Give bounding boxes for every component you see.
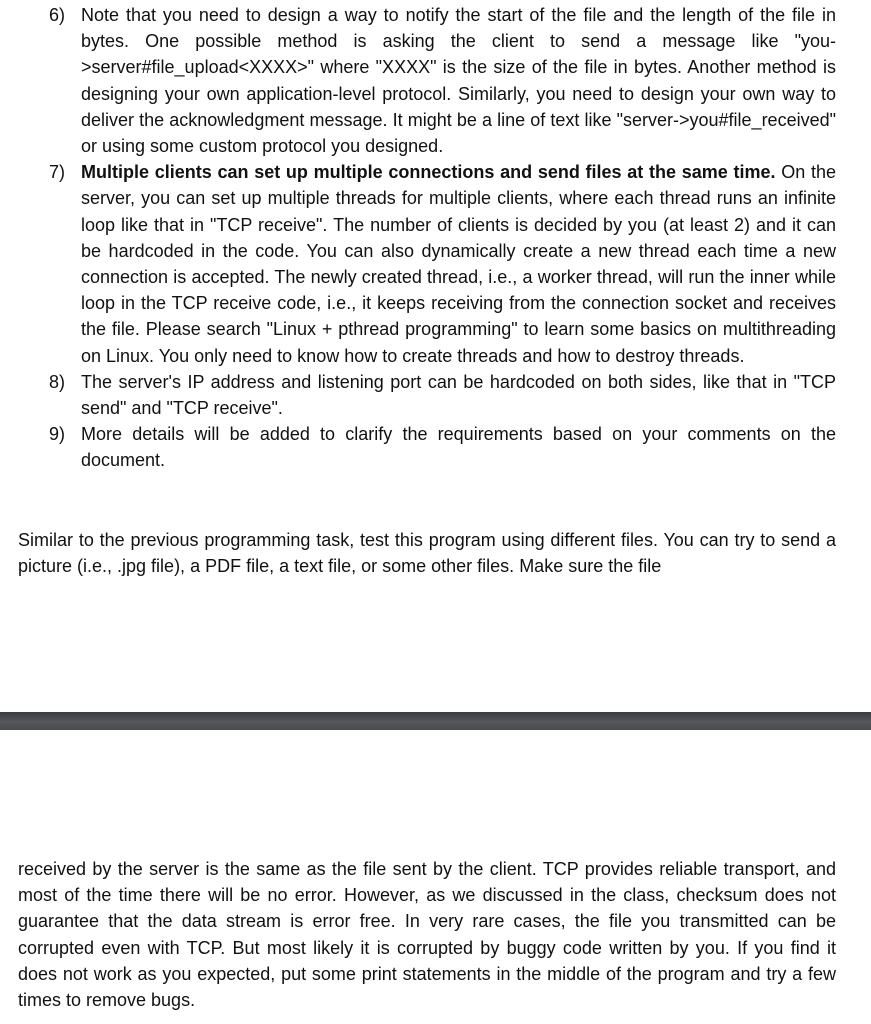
list-item-text: More details will be added to clarify the requirements based on your comments on the document. [81,424,836,471]
document-page-bottom [0,730,871,1024]
requirements-list [0,2,871,474]
list-number: 9) [49,424,66,445]
list-item-9 [0,421,871,473]
list-item-7 [0,159,871,369]
list-number: 6) [49,5,66,25]
testing-paragraph: Similar to the previous programming task, test this program using different files. You can try to send a picture (i.e., .jpg file), a PDF file, a text file, or some other files. Make sure the file [18,530,836,577]
list-item-text: Note that you need to design a way to notify the start of the file and the length of the file in bytes. One possible method is asking the client to send a message like "you->server#file_upload<XXXX>" where "XXXX" is the size of the file in bytes. Another method is designing your own application-level protocol. Similarly, you need to design your own way to deliver the acknowledgment message. It might be a line of text like "server->you#file_received" or using some custom protocol you designed. [81,5,836,157]
list-item-text: On the server, you can set up multiple threads for multiple clients, where each thread runs an infinite loop like that in "TCP receive". The number of clients is decided by you (at least 2) and it can be hardcoded in the code. You can also dynamically create a new thread each time a new connection is accepted. The newly created thread, i.e., a worker thread, will run the inner while loop in the TCP receive code, i.e., it keeps receiving from the connection socket and receives the file. Please search "Linux + pthread programming" to learn some basics on multithreading on Linux. You only need to know how to create threads and how to destroy threads. [81,162,836,366]
list-number: 7) [49,162,66,183]
list-item-lead: Multiple clients can set up multiple connections and send files at the same time. [81,162,776,183]
list-item-text: The server's IP address and listening port can be hardcoded on both sides, like that in "TCP send" and "TCP receive". [81,371,836,419]
list-number: 8) [49,371,66,392]
list-item-6 [0,2,871,159]
page-separator [0,712,871,730]
list-item-8 [0,369,871,421]
continuation-paragraph: received by the server is the same as the file sent by the client. TCP provides reliable transport, and most of the time there will be no error. However, as we discussed in the class, checksum does not guarantee that the data stream is error free. In very rare cases, the file you transmitted can be corrupted even with TCP. But most likely it is corrupted by buggy code written by you. If you find it does not work as you expected, put some print statements in the middle of the program and try a few times to remove bugs. [18,859,836,1011]
